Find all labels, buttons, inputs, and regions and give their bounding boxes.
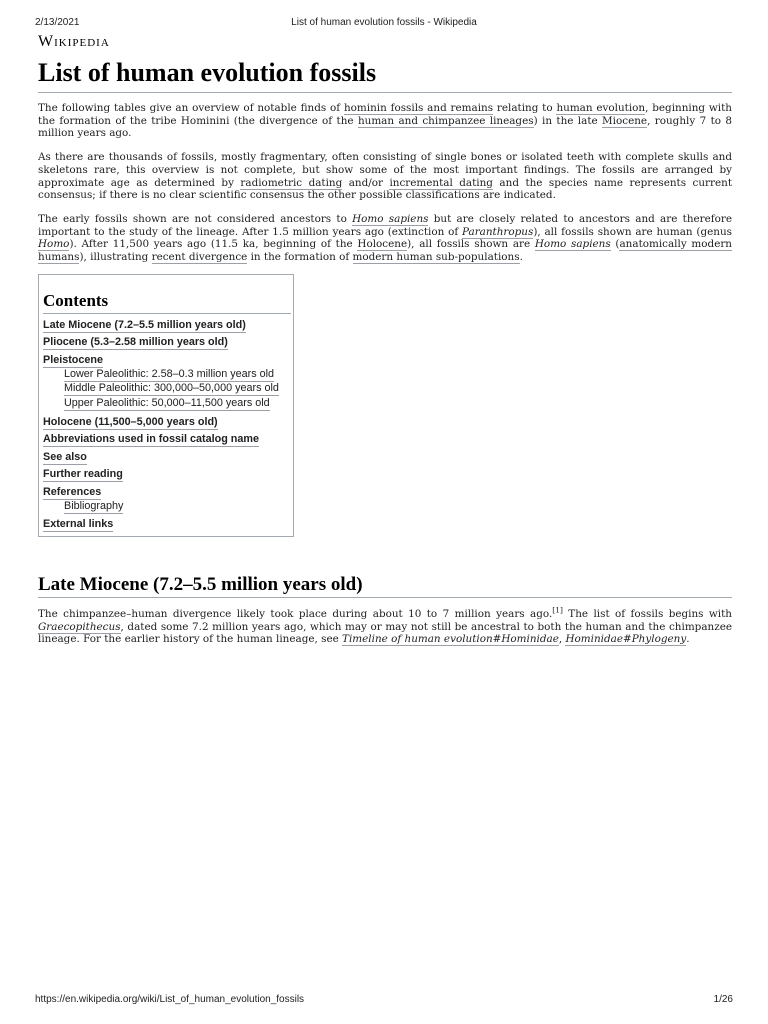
print-date: 2/13/2021 bbox=[35, 17, 80, 28]
link-homo[interactable]: Homo bbox=[38, 238, 70, 251]
page-title: List of human evolution fossils bbox=[38, 56, 732, 93]
link-recent-divergence[interactable]: recent divergence bbox=[151, 251, 248, 264]
page-number: 1/26 bbox=[713, 994, 733, 1005]
wikipedia-wordmark: Wikipedia bbox=[38, 33, 110, 50]
toc-item-late-miocene[interactable]: Late Miocene (7.2–5.5 million years old) bbox=[43, 319, 246, 331]
toc-item-pliocene[interactable]: Pliocene (5.3–2.58 million years old) bbox=[43, 336, 228, 348]
toc-item-references[interactable]: References bbox=[43, 486, 102, 498]
link-holocene[interactable]: Holocene bbox=[357, 238, 408, 251]
print-document-title: List of human evolution fossils - Wikipedia bbox=[291, 17, 477, 28]
link-hominidae-phylogeny[interactable]: Hominidae#Phylogeny bbox=[565, 633, 687, 646]
table-of-contents bbox=[38, 274, 294, 537]
link-human-chimpanzee-lineages[interactable]: human and chimpanzee lineages bbox=[357, 114, 534, 127]
link-anatomically-modern-humans[interactable]: anatomically modern humans bbox=[38, 238, 732, 264]
link-modern-human-sub-populations[interactable]: modern human sub-populations bbox=[352, 251, 520, 264]
link-hominin-fossils[interactable]: hominin fossils and remains bbox=[343, 102, 494, 114]
citation-1[interactable]: [1] bbox=[552, 605, 563, 615]
link-human-evolution[interactable]: human evolution bbox=[556, 102, 646, 114]
link-homo-sapiens[interactable]: Homo sapiens bbox=[352, 212, 429, 225]
toc-item-abbreviations[interactable]: Abbreviations used in fossil catalog name bbox=[43, 433, 259, 445]
link-graecopithecus[interactable]: Graecopithecus bbox=[38, 620, 121, 633]
link-radiometric-dating[interactable]: radiometric dating bbox=[240, 176, 343, 189]
toc-item-bibliography[interactable]: Bibliography bbox=[64, 500, 124, 512]
toc-item-pleistocene[interactable]: Pleistocene bbox=[43, 354, 104, 366]
link-timeline-human-evolution-hominidae[interactable]: Timeline of human evolution#Hominidae bbox=[342, 633, 559, 646]
toc-item-middle-paleolithic[interactable]: Middle Paleolithic: 300,000–50,000 years old bbox=[64, 382, 279, 394]
section-heading-late-miocene: Late Miocene (7.2–5.5 million years old) bbox=[38, 574, 732, 598]
link-homo-sapiens-2[interactable]: Homo sapiens bbox=[534, 238, 611, 251]
toc-title: Contents bbox=[43, 291, 291, 314]
link-paranthropus[interactable]: Paranthropus bbox=[461, 225, 534, 238]
link-miocene[interactable]: Miocene bbox=[602, 114, 648, 127]
section-paragraph-late-miocene: The chimpanzee–human divergence likely took place during about 10 to 7 million years ago.[1] The list of fossils begins with Graecopithecus, dated some 7.2 million years ago, which may or may not still be ancestral to both the human and the chimpanzee lineage. For the earlier history of the human lineage, see Timeline of human evolution#Hominidae, Hominidae#Phylogeny. bbox=[38, 605, 732, 646]
print-footer bbox=[0, 994, 768, 1008]
toc-item-external-links[interactable]: External links bbox=[43, 518, 114, 530]
intro-paragraph-3: The early fossils shown are not considered ancestors to Homo sapiens but are closely related to ancestors and are therefore important to the study of the lineage. After 1.5 million years ago (extinction of Paranthropus), all fossils shown are human (genus Homo). After 11,500 years ago (11.5 ka, beginning of the Holocene), all fossils shown are Homo sapiens (anatomically modern humans), illustrating recent divergence in the formation of modern human sub-populations. bbox=[38, 212, 732, 264]
intro-paragraph-1: The following tables give an overview of notable finds of hominin fossils and remains relating to human evolution, beginning with the formation of the tribe Hominini (the divergence of the human and chimpanzee lineages) in the late Miocene, roughly 7 to 8 million years ago. bbox=[38, 102, 732, 140]
wikipedia-logo[interactable] bbox=[38, 33, 110, 51]
article-content bbox=[38, 56, 732, 264]
toc-item-further-reading[interactable]: Further reading bbox=[43, 468, 123, 480]
print-header bbox=[0, 17, 768, 31]
link-incremental-dating[interactable]: incremental dating bbox=[389, 176, 493, 189]
toc-item-lower-paleolithic[interactable]: Lower Paleolithic: 2.58–0.3 million years old bbox=[64, 368, 275, 380]
print-url: https://en.wikipedia.org/wiki/List_of_human_evolution_fossils bbox=[35, 994, 305, 1005]
intro-paragraph-2: As there are thousands of fossils, mostly fragmentary, often consisting of single bones or isolated teeth with complete skulls and skeletons rare, this overview is not complete, but show some of the most important findings. The fossils are arranged by approximate age as determined by radiometric dating and/or incremental dating and the species name represents current consensus; if there is no clear scientific consensus the other possible classifications are indicated. bbox=[38, 151, 732, 202]
toc-item-upper-paleolithic[interactable]: Upper Paleolithic: 50,000–11,500 years old bbox=[64, 397, 270, 409]
toc-item-see-also[interactable]: See also bbox=[43, 451, 87, 463]
toc-item-holocene[interactable]: Holocene (11,500–5,000 years old) bbox=[43, 416, 218, 428]
